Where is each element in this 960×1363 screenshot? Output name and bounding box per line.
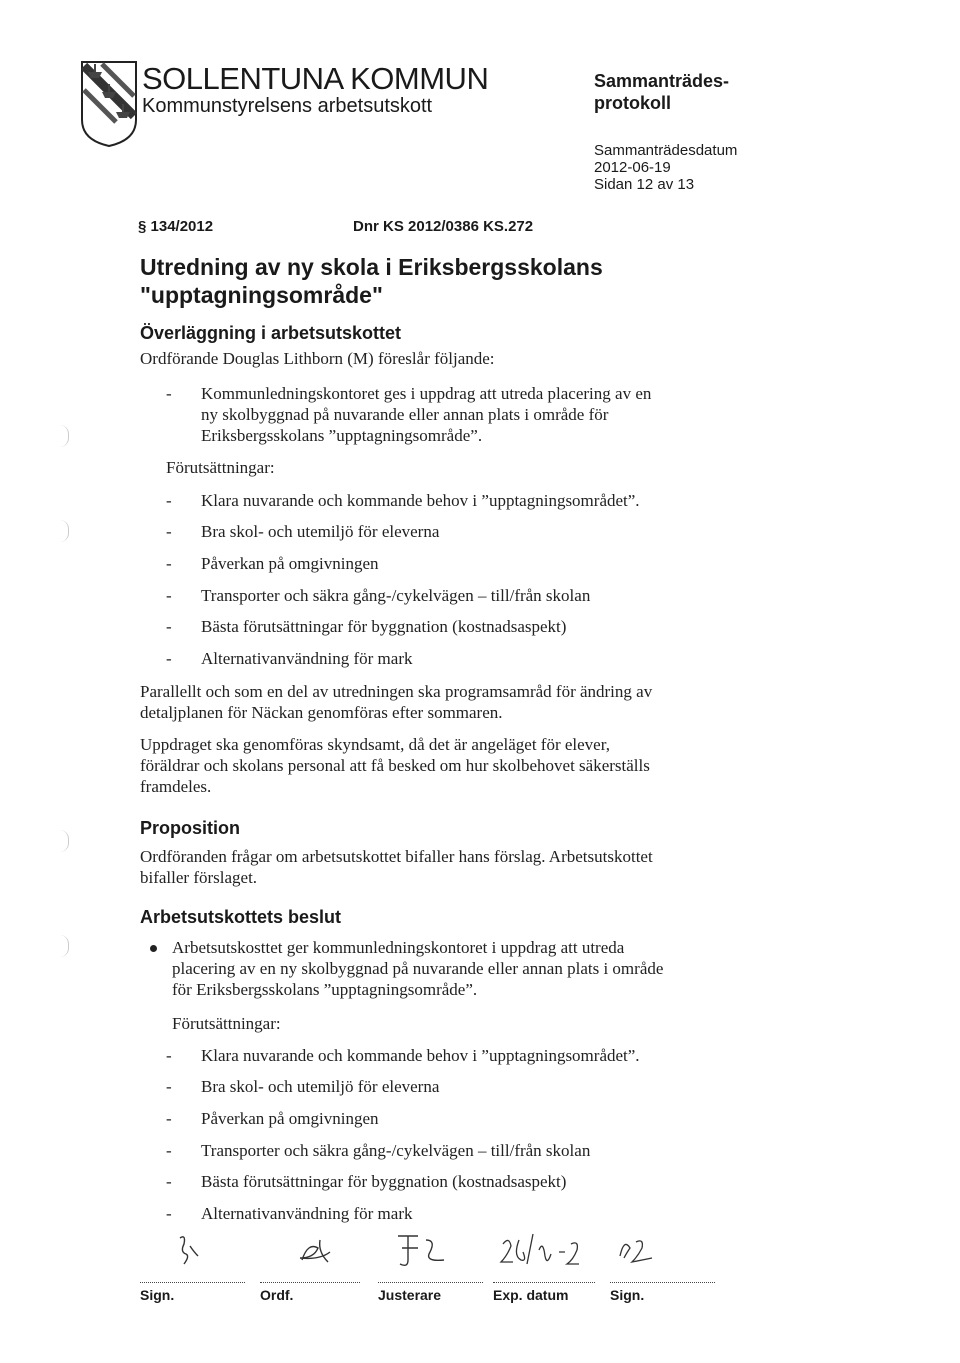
- handwritten-date-icon: [493, 1230, 595, 1270]
- list-item: [166, 1140, 726, 1161]
- list-item: [166, 1108, 726, 1129]
- list-item: [166, 1203, 726, 1224]
- paragraph-line: föräldrar och skolans personal att få besked om hur skolbehovet säkerställs: [140, 756, 650, 775]
- org-name: SOLLENTUNA KOMMUN: [142, 61, 489, 96]
- deliberation-intro: Ordförande Douglas Lithborn (M) föreslår följande:: [140, 349, 495, 368]
- decision-heading: Arbetsutskottets beslut: [140, 907, 342, 927]
- meeting-info: [594, 142, 794, 193]
- paragraph-line: bifaller förslaget.: [140, 868, 258, 887]
- document-type-line1: Sammanträdes-: [594, 71, 730, 91]
- case-reference: [138, 218, 534, 235]
- paragraph-line: framdeles.: [140, 777, 212, 796]
- page-title-line2: "upptagningsområde": [140, 282, 383, 308]
- list-dash: -: [166, 586, 172, 605]
- prerequisite-text: Klara nuvarande och kommande behov i ”upptagningsområdet”.: [201, 1046, 640, 1065]
- proposal-line: Kommunledningskontoret ges i uppdrag att utreda placering av en: [201, 384, 652, 403]
- prerequisite-text: Påverkan på omgivningen: [201, 1109, 379, 1128]
- list-dash: -: [166, 617, 172, 636]
- list-dash: -: [166, 1046, 172, 1065]
- deliberation-heading: Överläggning i arbetsutskottet: [140, 323, 402, 343]
- paragraph-urgency: [140, 734, 650, 797]
- list-dash: -: [166, 649, 172, 668]
- paragraph-line: placering av en ny skolbyggnad på nuvarande eller annan plats i område: [172, 959, 664, 978]
- prerequisite-text: Klara nuvarande och kommande behov i ”upptagningsområdet”.: [201, 491, 640, 510]
- scan-artifact: [60, 425, 69, 447]
- bullet-icon: [150, 945, 157, 952]
- handwritten-signature-icon: [610, 1230, 715, 1270]
- prerequisite-text: Transporter och säkra gång-/cykelvägen – till/från skolan: [201, 1141, 591, 1160]
- prerequisite-text: Alternativanvändning för mark: [201, 649, 413, 668]
- prerequisite-text: Bästa förutsättningar för byggnation (kostnadsaspekt): [201, 617, 567, 636]
- scan-artifact: [60, 935, 69, 957]
- list-item: [166, 648, 726, 669]
- signature-label: Sign.: [140, 1287, 175, 1303]
- list-dash: -: [166, 491, 172, 510]
- paragraph-line: Ordföranden frågar om arbetsutskottet bifaller hans förslag. Arbetsutskottet: [140, 847, 653, 866]
- signature-label: Justerare: [378, 1287, 442, 1303]
- proposal-item: [166, 383, 726, 446]
- prerequisite-text: Bra skol- och utemiljö för eleverna: [201, 522, 440, 541]
- document-type-line2: protokoll: [594, 93, 671, 113]
- diary-number: Dnr KS 2012/0386 KS.272: [353, 218, 534, 235]
- date-field: [493, 1268, 595, 1303]
- handwritten-signature-icon: [140, 1230, 245, 1270]
- prerequisite-text: Bra skol- och utemiljö för eleverna: [201, 1077, 440, 1096]
- list-dash: -: [166, 384, 172, 403]
- list-dash: -: [166, 554, 172, 573]
- paragraph-line: detaljplanen för Näckan genomföras efter sommaren.: [140, 703, 503, 722]
- list-item: [166, 616, 726, 637]
- list-item: [166, 553, 726, 574]
- scan-artifact: [60, 830, 69, 852]
- meeting-date: 2012-06-19: [594, 159, 671, 176]
- paragraph-line: Arbetsutskosttet ger kommunledningskontoret i uppdrag att utreda: [172, 938, 625, 957]
- list-dash: -: [166, 1172, 172, 1191]
- handwritten-signature-icon: [378, 1230, 483, 1270]
- municipal-crest-icon: [80, 60, 138, 148]
- meeting-date-label: Sammanträdesdatum: [594, 142, 738, 159]
- decision-text: [172, 937, 663, 1000]
- list-dash: -: [166, 522, 172, 541]
- page-number: Sidan 12 av 13: [594, 176, 695, 193]
- signature-field: [260, 1268, 360, 1303]
- page-title: [140, 253, 880, 309]
- list-item: [166, 490, 726, 511]
- prerequisite-text: Alternativanvändning för mark: [201, 1204, 413, 1223]
- list-item: [166, 1076, 726, 1097]
- signature-field: [140, 1268, 245, 1303]
- list-item: [166, 585, 726, 606]
- signature-label: Ordf.: [260, 1287, 294, 1303]
- signature-field: [378, 1268, 483, 1303]
- list-dash: -: [166, 1141, 172, 1160]
- list-item: [166, 1045, 726, 1066]
- handwritten-signature-icon: [260, 1230, 360, 1270]
- list-item: [166, 521, 726, 542]
- paragraph-line: Uppdraget ska genomföras skyndsamt, då det är angeläget för elever,: [140, 735, 610, 754]
- page-title-line1: Utredning av ny skola i Eriksbergsskolans: [140, 254, 603, 280]
- org-subtitle: Kommunstyrelsens arbetsutskott: [142, 95, 433, 117]
- paragraph-line: Parallellt och som en del av utredningen ska programsamråd för ändring av: [140, 682, 653, 701]
- list-item: [166, 1171, 726, 1192]
- scan-artifact: [60, 520, 69, 542]
- proposal-line: ny skolbyggnad på nuvarande eller annan plats i område för: [201, 405, 609, 424]
- prerequisite-text: Påverkan på omgivningen: [201, 554, 379, 573]
- proposition-text: [140, 846, 653, 888]
- prerequisite-text: Transporter och säkra gång-/cykelvägen – till/från skolan: [201, 586, 591, 605]
- proposal-line: Eriksbergsskolans ”upptagningsområde”.: [201, 426, 483, 445]
- prerequisites-label: Förutsättningar:: [166, 458, 275, 477]
- prerequisites-label: Förutsättningar:: [172, 1014, 281, 1033]
- list-dash: -: [166, 1109, 172, 1128]
- document-type: [594, 70, 794, 114]
- signature-label: Sign.: [610, 1287, 645, 1303]
- proposition-heading: Proposition: [140, 818, 240, 838]
- paragraph-number: § 134/2012: [138, 218, 214, 235]
- signature-field: [610, 1268, 715, 1303]
- list-dash: -: [166, 1077, 172, 1096]
- list-dash: -: [166, 1204, 172, 1223]
- paragraph-parallel: [140, 681, 652, 723]
- prerequisite-text: Bästa förutsättningar för byggnation (kostnadsaspekt): [201, 1172, 567, 1191]
- paragraph-line: för Eriksbergsskolans ”upptagningsområde”.: [172, 980, 478, 999]
- expedition-date-label: Exp. datum: [493, 1287, 569, 1303]
